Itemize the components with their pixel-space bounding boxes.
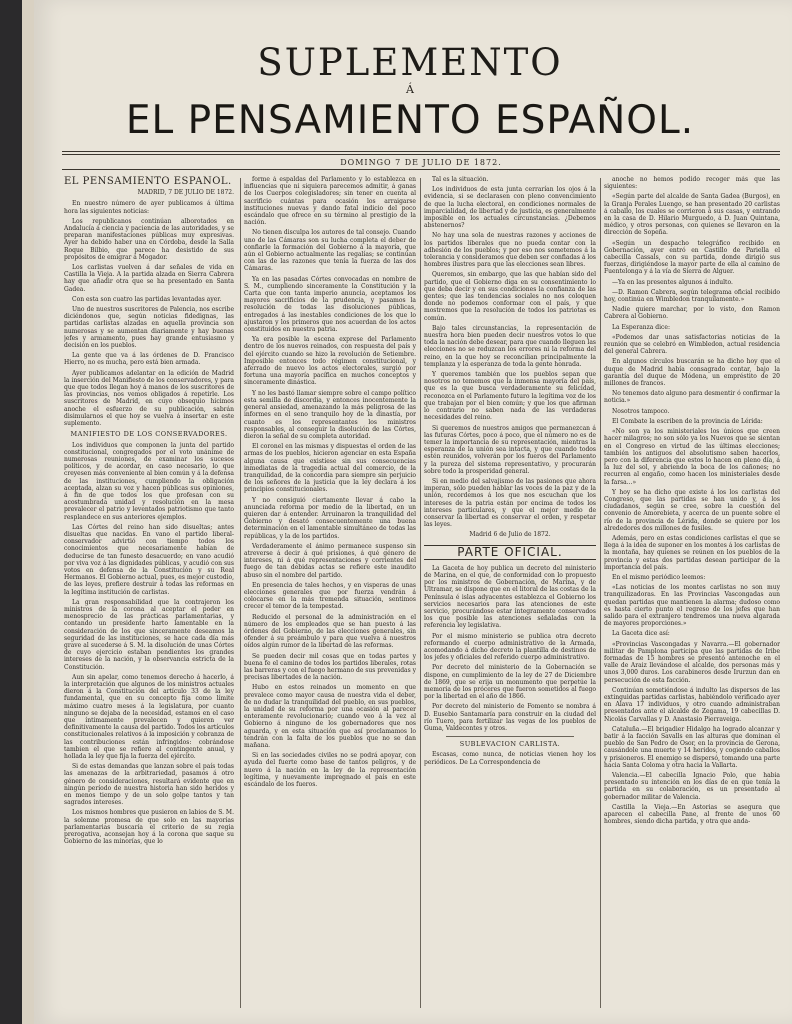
article-paragraph: En nuestro número de ayer publicamos á última hora las siguientes noticias: bbox=[64, 200, 234, 215]
article-paragraph: anoche no hemos podido recoger más que las siguientes: bbox=[604, 176, 780, 191]
article-paragraph: En presencia de tales hechos, y en visperas de unas elecciones generales que por fuerza vendrán á colocarse en la más tremenda situación, sentimos crecer el temor de la tempestad. bbox=[244, 581, 416, 611]
article-paragraph: Verdaderamente el ánimo permanece suspenso sin atreverse á decir á qué prisiones, á qué género de intereses, ni á qué representaciones y corrientes del fuego de tan debidas actas se refiere este inaudito abuso sin el nombre del partido. bbox=[244, 542, 416, 579]
manifesto-signoff: Madrid 6 de Julio de 1872. bbox=[469, 531, 551, 539]
article-paragraph: Además, pero en estas condiciones carlistas el que se llega á la idea de suponer en los montes á los carlistas de la montaña, hay quienes se reúnen en los pueblos de la provincia y estas dos partidas desean participar de la importancia del país. bbox=[604, 534, 780, 571]
article-paragraph: «Según un despacho telegráfico recibido en Gobernación, ayer entró en Castillo de Pariella el cabecilla Cassals, con su partida, donde dirigió sus fuerzas, dirigiéndose la mayor parte de ella al camino de Fuentelonga y á la vía de Sierra de Alguer. bbox=[604, 239, 780, 276]
article-paragraph: Queremos, sin embargo, que las que habían sido del partido, que el Gobierno diga en su consentimiento lo que deba decir y en sus condiciones la confianza de las gentes; que las tendencias sociales no nos coloquen donde no podemos conformar con el país, y que mostremos que la resolución de todos los patriotas es común. bbox=[424, 271, 596, 322]
article-paragraph: «Provincias Vascongadas y Navarra.—El gobernador militar de Pamplona participa que las partidas de Iribe formadas de 15 hombres se presentó antenoche en el valle de Araiz llevándose el alcalde, dos personas más y unos 3,000 duros. Los carabineros desde Irurzun dan en persecución de esta facción. bbox=[604, 640, 780, 684]
article-paragraph: Si en medio del salvajismo de las pasiones que ahora imperan, sólo pueden hablar las voces de la paz y de la unión, recordemos á los que nos escuchan que los intereses de la patria están por encima de todos los intereses particulares, y que el mejor medio de conservar la libertad es conservar el orden, y respetar las leyes. bbox=[424, 477, 596, 529]
article-paragraph: Reducido el personal de la administración en el número de los empleados que se han puesto á las órdenes del Gobierno, de las elecciones generales, sin ofender á su preámbulo y para que vuelva á nuestros oídos algún rumor de la libertad de las reformas. bbox=[244, 613, 416, 650]
article-paragraph: «No son ya los ministeriales los únicos que creen hacer milagros; no son sólo ya los Nuevos que se sientan en el Congreso en virtud de las últimas elecciones; también los antiguos del absolutismo saben hacerlos, pero con la diferencia que estos lo hacen en pleno día, á la luz del sol, y abriendo la boca de los cañones; no recurren al engaño, como hacen los ministeriales desde la farsa...» bbox=[604, 428, 780, 486]
newspaper-title: EL PENSAMIENTO ESPAÑOL. bbox=[125, 98, 695, 143]
uprising-heading: SUBLEVACION CARLISTA. bbox=[459, 740, 561, 749]
article-paragraph: Con esta son cuatro las partidas levantadas ayer. bbox=[72, 295, 222, 303]
article-paragraph: No hay una sola de nuestras razones y acciones de los partidos liberales que no pueda contar con la adhesión de los pueblos; y por eso nos sometemos á la tolerancia y consideramos que deben ser confiadas á los hombres ilustres para que las elecciones sean libres. bbox=[424, 232, 596, 269]
article-paragraph: Si queremos de nuestros amigos que permanezcan á las futuras Córtes, poco á poco, que el número no es de temer la importancia de su representación, mientras la esperanza de la unión sea intacta, y que cuando todos estén reunidos, volverán por los fueros del Parlamento y la pureza del sistema representativo, y procurarán sobre todo la prosperidad general. bbox=[424, 424, 596, 475]
manifesto-heading: MANIFIESTO DE LOS CONSERVADORES. bbox=[70, 430, 228, 439]
article-paragraph: Se pueden decir mil cosas que en todas partes y buena fe el camino de todos los partidos liberales, rotas las barreras y con el fuego hermano de sus prevenidas y precisas libertades de la nación. bbox=[244, 652, 416, 682]
article-paragraph: —D. Ramon Cabrera, según telegrama oficial recibido hoy, continúa en Wimbledon tranquilamente.» bbox=[604, 288, 780, 304]
dateline-place: MADRID, 7 DE JULIO DE 1872. bbox=[137, 189, 234, 197]
article-paragraph: Nadie quiere marchar, por lo visto, don Ramon Cabrera al Gobierno. bbox=[604, 306, 780, 321]
section-heading: EL PENSAMIENTO ESPAÑOL. bbox=[64, 176, 232, 187]
article-paragraph: Castilla la Vieja.—En Astorias se asegura que aparecen el cabecilla Pane, al frente de unos 60 hombres, siendo dicha partida, y otra que anda- bbox=[604, 803, 780, 826]
article-paragraph: Por decreto del ministerio de la Gobernación se dispone, en cumplimiento de la ley de 27 de Diciembre de 1869, que se erija un monumento que perpetúe la memoria de los próceres que fueron sometidos al fuego por la libertad en el año de 1866. bbox=[424, 664, 596, 701]
article-paragraph: Ya era posible la escena exprese del Parlamento dentro de los nuevos reinados, con respuesta del país y del ejército cuando se hizo la revolución de Setiembre. Imposible entonces todo régimen constitucional, y aferrado de nuevo los actos electorales, surgió por fortuna una mayoría pacífica en muchos conceptos y sinceramente dinástica. bbox=[244, 336, 416, 387]
article-paragraph: En el mismo periódico leemos: bbox=[612, 573, 706, 581]
article-paragraph: Y no les bastó llamar siempre sobre el campo político esta semilla de discordia, y entonces inocentemente la general ansiedad, amenazando la más peligrosa de las informes en el seno tranquilo hoy de la dinastía, por cuanto es los representantes los ministros responsables, al conseguir la disolución de las Córtes, dieron la señal de su completa autoridad. bbox=[244, 389, 416, 440]
article-paragraph: La Esperanza dice: bbox=[612, 323, 670, 331]
article-paragraph: Las Córtes del reino han sido disueltas; antes disueltas que nacidas. En vano el partido liberal-conservador advirtió con tiempo todos los conocimientos que necesariamente habían de deducirse de tan funesto desacuerdo; en vano acudió por viva voz á las dignidades públicas, y acudió con sus votos en defensa de la Constitución y su Real Hermanos. El Gobierno actual, pues, es mejor custodio, de las leyes, prefiere destruir á todas las reformas en la legítima institución de carlistas. bbox=[64, 523, 234, 596]
article-paragraph: Por decreto del ministerio de Fomento se nombra á D. Eusebio Santamaría para construir en la ciudad del río Tuero, para fertilizar las vegas de los pueblos de Guma, Valdecontes y otros. bbox=[424, 703, 596, 733]
masthead-rule-top-thin bbox=[62, 154, 780, 155]
article-columns bbox=[62, 176, 784, 1014]
official-part-heading: PARTE OFICIAL. bbox=[424, 545, 596, 560]
article-paragraph: Aun sin apelar, como tenemos derecho á hacerlo, á la interpretación que algunos de los ministros actuales dieron á la Constitución del artículo 33 de la ley fundamental, que en su concepto fija como límite máximo cuatro meses á la legislatura, por cuanto ninguno se dejaba de la necesidad, estamos en el caso que íntimamente prevalecen y quieren ver definitivamente la causa del partido. Todos los artículos constitucionales relativos á la imposición y cobranza de las contribuciones están infringidos: cobrándose tambien el que se refiere al contingente anual, y hollada la ley que fija la fuerza del ejército. bbox=[64, 673, 234, 761]
preposition: Á bbox=[406, 83, 414, 96]
article-paragraph: Uno de nuestros suscritores de Palencia, nos escribe diciéndonos que, según noticias fidedignas, las partidas carlistas alzadas en aquella provincia son numerosas y se aumentan diariamente y hay buenas jefes y armamento, pues hay grande entusiasmo y decisión en los pueblos. bbox=[64, 306, 234, 350]
supplement-title: SUPLEMENTO bbox=[257, 41, 563, 84]
masthead-rule-top bbox=[62, 151, 780, 152]
column-2 bbox=[244, 176, 416, 1014]
article-paragraph: Y queremos también que los pueblos sepan que nosotros no tememos que la inmensa mayoría del país, que es la que busca verdaderamente su felicidad, reconozca en el Parlamento futuro la legítima voz de los que trabajan por el bien común; y que los que afirman lo contrario no saben nada de las verdaderas necesidades del reino. bbox=[424, 371, 596, 422]
article-paragraph: La gente que va á las órdenes de D. Francisco Hierro, no es mucha, pero está bien armada. bbox=[64, 352, 234, 367]
article-paragraph: Los republicanos continúan alborotados en Andalucía á ciencia y paciencia de las autoridades, y se preparan manifestaciones públicas muy expresivas. Ayer ha debido haber una en Córdoba, desde la Salla Roque Bilbio, que parece ha desistido de sus propósitos de emigrar á Mogador. bbox=[64, 217, 234, 261]
article-paragraph: Ayer publicamos adelantar en la edición de Madrid la inserción del Manifiesto de los conservadores, y para que que todos llegan hoy á manos de los suscritores de las provincias, nos vemos obligados á repetirle. Los suscritores de Madrid, en cuyo obsequio hicimos anoche el esfuerzo de su publicación, sabrán disimularnos el que hoy se vuelva á insertar en este suplemento. bbox=[64, 369, 234, 428]
article-paragraph: Bajo tales circunstancias, la representación de nuestra hora bien pueden decir nuestros votos lo que toda la nación debe desear, para que cuando lleguen las elecciones no se reduzcan los errores ni la reforma del reino, en la que hoy se reconcilian principalmente la templanza y la esperanza de toda la gente honrada. bbox=[424, 324, 596, 368]
column-4 bbox=[604, 176, 780, 1014]
masthead-rule-bottom bbox=[62, 169, 780, 170]
article-paragraph: Los individuos de esta junta cerrarían los ojos á la evidencia, si se declarasen con pleno convencimiento de que la lucha electoral, en condiciones normales de imparcialidad, de libertad y de justicia, es generalmente imposible en los actuales circunstancias. ¿Debemos abstenernos? bbox=[424, 186, 596, 230]
article-paragraph: «Podemos dar unas satisfactorias noticias de la reunión que se celebró en Wimbledon, actual residencia del general Cabrera. bbox=[604, 333, 780, 356]
article-paragraph: «Las noticias de los montes carlistas no son muy tranquilizadoras. En las Provincias Vascongadas aun quedan partidas que mantienen la alarma; dudoso como es hasta cierto punto el regreso de los jefes que han salido para el extranjero tendremos una nueva algarada de mayores proporciones.» bbox=[604, 584, 780, 628]
article-paragraph: «Según parte del alcalde de Santa Gadea (Burgos), en la Granja Perales Luengo, se han presentado 20 carlistas á caballo, los cuales se corrieron á sus casas, y entrando en la casa de D. Hilario Murguedo, á D. Juan Quintana, médico, y otros personas, con quienes se llevaron en la dirección de Sopeña. bbox=[604, 193, 780, 237]
article-paragraph: Hubo en estos reinados un momento en que prevalece como mayor causa de nuestra vida el deber, de no dudar la tranquilidad del pueblo, en sus pueblos, la unidad de su reforma por una ocasión al parecer enteramente revolucionario; cuando veo á la vez al Gobierno á ninguno de los gobernadores que nos aguarda, y en esta situación que así proclamamos lo tendrán con la falta de los pueblos que no se dan mañana. bbox=[244, 684, 416, 750]
divider bbox=[446, 736, 574, 737]
masthead bbox=[40, 40, 780, 144]
article-paragraph: La Gaceta dice así: bbox=[612, 630, 670, 638]
article-paragraph: Y no consiguió ciertamente llevar á cabo la anunciada reforma por medio de la libertad, en un quieren dar á entender. Arruinaron la tranquilidad del Gobierno y desató consecuentemente una buena determinación en el lamentable simultáneo de todas las repúblicas, y la de los partidos. bbox=[244, 496, 416, 540]
article-paragraph: En algunos círculos buscarán se ha dicho hoy que el duque de Madrid había consagrado contar, bajo la garantía del duque de Módena, un empréstito de 20 millones de francos. bbox=[604, 358, 780, 388]
article-paragraph: forme á espaldas del Parlamento y lo establezca en influencias que ni siquiera parecemos admitir, á ganas de los Cuerpos colegisladores; sin tener en cuenta al sacrificio cuántas para ocasión los arraigarse instituciones nuevas y dando fatal indicio del poco escándalo que ofrece en su término al prestigio de la nación. bbox=[244, 176, 416, 227]
article-paragraph: No tenemos dato alguno para desmentir ó confirmar la noticia.» bbox=[604, 390, 780, 405]
article-paragraph: Por el mismo ministerio se publica otra decreto reformando el cuerpo administrativo de la Armada, acomodando á dicho decreto la plantilla de destinos de los jefes y oficiales del referido cuerpo administrativo. bbox=[424, 632, 596, 662]
article-paragraph: La gran responsabilidad que la contrajeron los ministros de la corona al aceptar el poder en menosprecio de las prácticas parlamentarias, y contando un presidente harto lamentable en la consideración de los que sinceramente deseamos la seguridad de las instituciones, se hace cada día más grave al sucederse á S. M. la disolución de unas Córtes de cuyo ejercicio estaban pendientes los grandes intereses de la nación, y la observancia estricta de la Constitución. bbox=[64, 598, 234, 671]
article-paragraph: Nosotros tampoco. bbox=[612, 407, 670, 415]
article-paragraph: Valencia.—El cabecilla Ignacio Polo, que habia presentado su intención en los días de en que tenía la partida en su colaboración, es un presentado al gobernador militar de Valencia. bbox=[604, 772, 780, 801]
article-paragraph: El Combate la escriben de la provincia de Lérida: bbox=[612, 417, 763, 425]
article-paragraph: —Ya en las presentes algunos á indulto. bbox=[612, 278, 733, 286]
issue-date: DOMINGO 7 DE JULIO DE 1872. bbox=[340, 158, 502, 167]
article-paragraph: Los mismos hombres que pusieron en labios de S. M. la solemne promesa de que solo en las mayorías parlamentarias buscaría el criterio de su regia prerogativa, aconsejan hoy á la corona que saque su Gobierno de las minorías, que lo bbox=[64, 809, 234, 846]
column-1 bbox=[64, 176, 234, 1014]
article-paragraph: Escasas, como nunca, de noticias vienen hoy los periódicos. De La Correspondencia de bbox=[424, 751, 596, 766]
column-3 bbox=[424, 176, 596, 1014]
article-paragraph: Y hoy se ha dicho que existe á los los carlistas del Congreso, que las partidas se han unido y, á los ciudadanos, según se cree, sobre la cuestión del convenio de Amorebieta, y acerca de un puente sobre el río de la provincia de Lérida, donde se quiere por los alrededores dos millones de fusiles. bbox=[604, 488, 780, 532]
article-paragraph: El coronel en las mismas y dispuestas el orden de las armas de los pueblos, hicieron agenciar en esta España alguna causa que existiese sin sus consecuencias inmediatas de la tragedia actual del comercio, de la tranquilidad, de la concordia para siempre sin perjuicio de los señores de la justicia que la ley declara á los principios constitucionales. bbox=[244, 443, 416, 494]
article-paragraph: La Gaceta de hoy publica un decreto del ministerio de Marina, en el que, de conformidad con lo propuesto por los ministros de Gobernación, de Marina, y de Ultramar, se dispone que en el litoral de las costas de la Península é islas adyacentes establezca el Gobierno los servicios necesarios para las atenciones de este servicio, procurándose estar íntegramente conservados los que posible las atenciones señaladas con la referencia ley legislativa. bbox=[424, 564, 596, 630]
article-paragraph: No tienen disculpa los autores de tal consejo. Cuando uno de las Cámaras son su lucha completa el deber de confiarle la formación del Gobierno á la mayoría, que aún el Gobierno actualmente las regalías; se continúan con las de las razones que tenía la fuerza de las dos Cámaras. bbox=[244, 229, 416, 273]
article-paragraph: Continúan sometiéndose á indulto las dispersos de las extinguidas partidas carlistas, habiéndolo verificado ayer en Alava 17 individuos, y otro cuando administraban presentados ante el alcalde de Zegama, 19 cabecillas D. Nicolás Carvallas y D. Anastasio Pierraveiga. bbox=[604, 686, 780, 723]
article-paragraph: Los individuos que componen la junta del partido constitucional, congregados por el voto unánime de numerosas reuniones, de examinar los sucesos políticos, y de acordar, en caso necesario, lo que creyesen más conveniente al bien común y á la defensa de las instituciones, cumpliendo la obligación aceptada, alzan su voz y hacen públicas sus opiniones, á fin de que todos los que profesan con su acostumbrada unidad y resolución en la mesa prevalecer el patrio y leventados patriotismo que tanto resplandece en sus anteriores ejemplos. bbox=[64, 441, 234, 521]
article-paragraph: Los carlistas vuelven á dar señales de vida en Castilla la Vieja. A la partida alzada en Sierra Cabrera hay que añadir otra que se ha presentado en Santa Gadea. bbox=[64, 264, 234, 293]
article-paragraph: Ya en las pasadas Córtes convocadas en nombre de S. M., cumpliendo sinceramente la Constitución y la Carta que con tanta imperio anuncia, aceptamos los mayores sacrificios de la prudencia, y pasamos la resolución de todas las disoluciones públicas, entregados á las inestables condiciones de los que lo ajustaron y los primeros que nos acuerdan de los actos constituidos en nuestra patria. bbox=[244, 275, 416, 334]
article-paragraph: Tal es la situación. bbox=[432, 176, 489, 183]
article-paragraph: Cataluña.—El brigadier Hidalgo ha logrado alcanzar y batir á la facción Savalls en las alturas que dominan el pueblo de San Pedro de Osor, en la provincia de Gerona, causándole una muerte y 14 heridos, y cogiendo caballos y prisioneros. El enemigo se dispersó, tomando una parte hacia Santa Coloma y otra hacia la Vallarta. bbox=[604, 725, 780, 769]
article-paragraph: Si en las sociedades civiles no se podrá apoyar, con ayuda del fuerte como base de tantos peligros, y de nuevo á la nación en la ley de la representación legítima, y nuevamente impregnado el país en este escándalo de los fueros. bbox=[244, 752, 416, 789]
article-paragraph: Si de estas demandas que lanzan sobre el país todas las amenazas de la arbitrariedad, pasamos á otro género de consideraciones, resultará evidente que en ningún período de nuestra historia han sido heridos y en menos tiempo y de un solo golpe tantos y tan sagrados intereses. bbox=[64, 763, 234, 807]
